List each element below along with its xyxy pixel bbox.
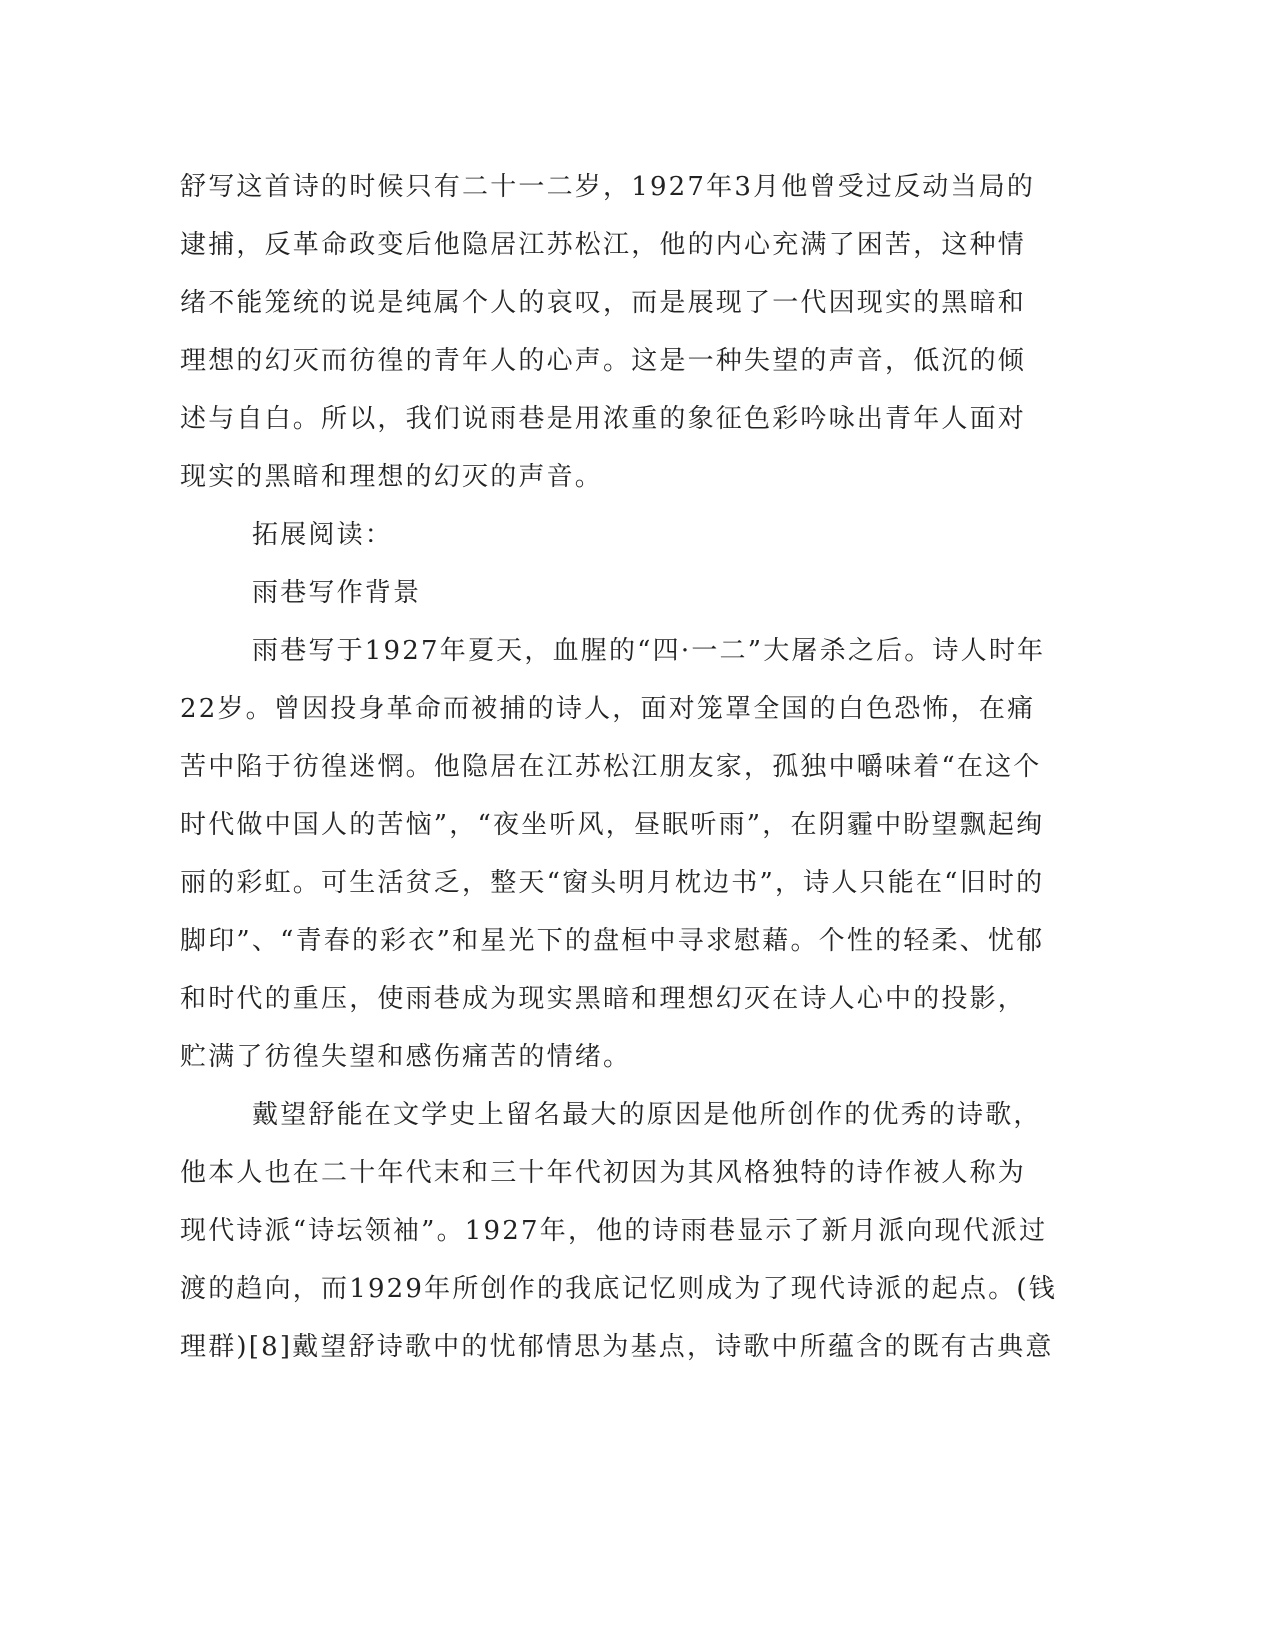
text-line: 苦中陷于彷徨迷惘。他隐居在江苏松江朋友家，孤独中嚼味着“在这个 (180, 752, 1042, 782)
section-label: 拓展阅读： (252, 520, 394, 550)
text-line: 和时代的重压，使雨巷成为现实黑暗和理想幻灭在诗人心中的投影， (180, 984, 1027, 1014)
text-line: 述与自白。所以，我们说雨巷是用浓重的象征色彩吟咏出青年人面对 (180, 404, 1027, 434)
text-line: 丽的彩虹。可生活贫乏，整天“窗头明月枕边书”，诗人只能在“旧时的 (180, 868, 1045, 898)
text-line: 戴望舒能在文学史上留名最大的原因是他所创作的优秀的诗歌， (252, 1100, 1042, 1130)
text-line: 逮捕，反革命政变后他隐居江苏松江，他的内心充满了困苦，这种情 (180, 230, 1027, 260)
body-text (180, 158, 1057, 1376)
text-line: 绪不能笼统的说是纯属个人的哀叹，而是展现了一代因现实的黑暗和 (180, 288, 1027, 318)
section-heading: 雨巷写作背景 (252, 578, 422, 608)
text-line: 脚印”、“青春的彩衣”和星光下的盘桓中寻求慰藉。个性的轻柔、忧郁 (180, 926, 1045, 956)
text-line: 时代做中国人的苦恼”，“夜坐听风，昼眠听雨”，在阴霾中盼望飘起绚 (180, 810, 1045, 840)
text-line: 现实的黑暗和理想的幻灭的声音。 (180, 462, 604, 492)
text-line: 他本人也在二十年代末和三十年代初因为其风格独特的诗作被人称为 (180, 1158, 1027, 1188)
text-line: 22岁。曾因投身革命而被捕的诗人，面对笼罩全国的白色恐怖，在痛 (180, 694, 1036, 724)
text-line: 雨巷写于1927年夏天，血腥的“四·一二”大屠杀之后。诗人时年 (252, 636, 1046, 666)
text-line: 理群)[8]戴望舒诗歌中的忧郁情思为基点，诗歌中所蕴含的既有古典意 (180, 1332, 1054, 1362)
text-line: 现代诗派“诗坛领袖”。1927年，他的诗雨巷显示了新月派向现代派过 (180, 1216, 1048, 1246)
text-line: 贮满了彷徨失望和感伤痛苦的情绪。 (180, 1042, 632, 1072)
text-line: 舒写这首诗的时候只有二十一二岁，1927年3月他曾受过反动当局的 (180, 172, 1036, 202)
text-line: 渡的趋向，而1929年所创作的我底记忆则成为了现代诗派的起点。(钱 (180, 1274, 1057, 1304)
text-line: 理想的幻灭而彷徨的青年人的心声。这是一种失望的声音，低沉的倾 (180, 346, 1027, 376)
